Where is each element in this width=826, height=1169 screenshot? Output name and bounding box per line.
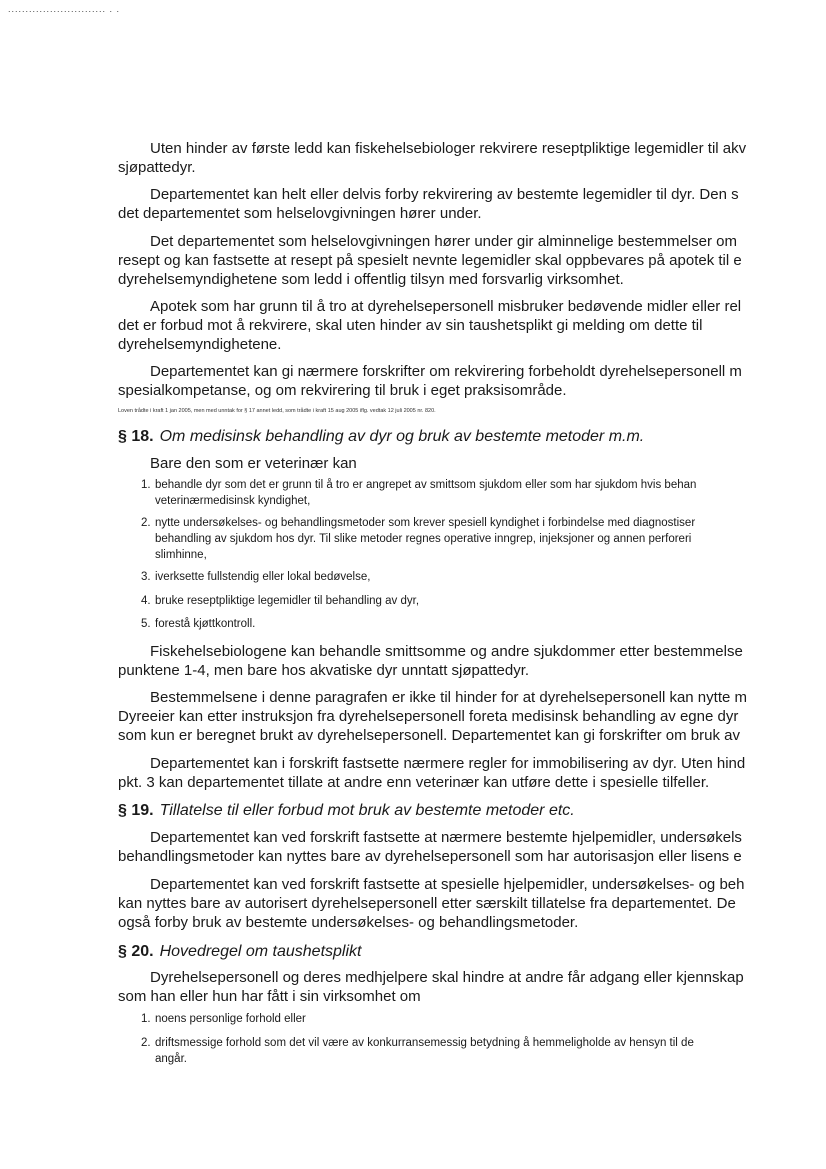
paragraph-line: Departementet kan i forskrift fastsette nærmere regler for immobilisering av dyr. Uten hind bbox=[150, 755, 746, 772]
section-heading-19 bbox=[118, 801, 575, 821]
list-item-continued: behandling av sjukdom hos dyr. Til slike metoder regnes operative inngrep, injeksjoner og annen perforeri bbox=[155, 533, 692, 545]
paragraph-line: det er forbud mot å rekvirere, skal uten hinder av sin taushetsplikt gi melding om dette til bbox=[118, 317, 703, 334]
list-item: 2. nytte undersøkelses- og behandlingsmetoder som krever spesiell kyndighet i forbindelse med diagnostiser bbox=[141, 517, 696, 529]
section-number: § 20. bbox=[118, 943, 154, 960]
paragraph-line: Fiskehelsebiologene kan behandle smittsomme og andre sjukdommer etter bestemmelse bbox=[150, 643, 743, 660]
paragraph-line: dyrehelsemyndighetene som ledd i offentlig tilsyn med forsvarlig virksomhet. bbox=[118, 271, 624, 288]
list-item-continued: angår. bbox=[155, 1053, 187, 1065]
paragraph-line: Det departementet som helselovgivningen hører under gir alminnelige bestemmelser om bbox=[150, 233, 737, 250]
list-item-continued: veterinærmedisinsk kyndighet, bbox=[155, 495, 311, 507]
footnote: Loven trådte i kraft 1 jan 2005, men med unntak for § 17 annet ledd, som trådte i kraft 15 aug 2005 iflg. vedtak 12 juli 2005 nr. 820. bbox=[118, 408, 436, 414]
list-item: 1. behandle dyr som det er grunn til å tro er angrepet av smittsom sjukdom eller som har sjukdom hvis behan bbox=[141, 479, 697, 491]
list-item: 3. iverksette fullstendig eller lokal bedøvelse, bbox=[141, 571, 371, 583]
section-heading-20 bbox=[118, 942, 361, 962]
paragraph-line: spesialkompetanse, og om rekvirering til bruk i eget praksisområde. bbox=[118, 382, 567, 399]
section-title: Tillatelse til eller forbud mot bruk av bestemte metoder etc. bbox=[159, 802, 575, 819]
paragraph-line: dyrehelsemyndighetene. bbox=[118, 336, 282, 353]
paragraph-line: Dyrehelsepersonell og deres medhjelpere skal hindre at andre får adgang eller kjennskap bbox=[150, 969, 744, 986]
section-heading-18 bbox=[118, 427, 644, 447]
paragraph-line: Uten hinder av første ledd kan fiskehelsebiologer rekvirere reseptpliktige legemidler til akv bbox=[150, 140, 747, 157]
list-item: 1. noens personlige forhold eller bbox=[141, 1013, 306, 1025]
paragraph-line: Departementet kan gi nærmere forskrifter om rekvirering forbeholdt dyrehelsepersonell m bbox=[150, 363, 742, 380]
paragraph-line: sjøpattedyr. bbox=[118, 159, 196, 176]
paragraph-line: resept og kan fastsette at resept på spesielt nevnte legemidler skal oppbevares på apotek til e bbox=[118, 252, 742, 269]
paragraph-line: som han eller hun har fått i sin virksomhet om bbox=[118, 988, 421, 1005]
section-number: § 19. bbox=[118, 802, 154, 819]
paragraph-line: kan nyttes bare av autorisert dyrehelsepersonell etter særskilt tillatelse fra departementet. De bbox=[118, 895, 736, 912]
section-number: § 18. bbox=[118, 428, 154, 445]
paragraph-line: Dyreeier kan etter instruksjon fra dyrehelsepersonell foreta medisinsk behandling av egne dyr bbox=[118, 708, 739, 725]
section-title: Hovedregel om taushetsplikt bbox=[159, 943, 362, 960]
paragraph-line: Departementet kan ved forskrift fastsette at spesielle hjelpemidler, undersøkelses- og beh bbox=[150, 876, 745, 893]
paragraph-line: behandlingsmetoder kan nyttes bare av dyrehelsepersonell som har autorisasjon eller lisens e bbox=[118, 848, 742, 865]
list-item: 5. forestå kjøttkontroll. bbox=[141, 618, 256, 630]
paragraph-line: Bestemmelsene i denne paragrafen er ikke til hinder for at dyrehelsepersonell kan nytte m bbox=[150, 689, 747, 706]
list-item-continued: slimhinne, bbox=[155, 549, 207, 561]
paragraph-line: Apotek som har grunn til å tro at dyrehelsepersonell misbruker bedøvende midler eller rel bbox=[150, 298, 742, 315]
paragraph-line: pkt. 3 kan departementet tillate at andre enn veterinær kan utføre dette i spesielle tilfeller. bbox=[118, 774, 710, 791]
paragraph-line: punktene 1-4, men bare hos akvatiske dyr unntatt sjøpattedyr. bbox=[118, 662, 530, 679]
section-intro: Bare den som er veterinær kan bbox=[150, 455, 357, 472]
paragraph-line: Departementet kan ved forskrift fastsette at nærmere bestemte hjelpemidler, undersøkels bbox=[150, 829, 742, 846]
paragraph-line: det departementet som helselovgivningen hører under. bbox=[118, 205, 482, 222]
paragraph-line: Departementet kan helt eller delvis forby rekvirering av bestemte legemidler til dyr. Den s bbox=[150, 186, 739, 203]
paragraph-line: også forby bruk av bestemte undersøkelses- og behandlingsmetoder. bbox=[118, 914, 579, 931]
header-dots: ............................ . . bbox=[8, 4, 121, 14]
list-item: 2. driftsmessige forhold som det vil være av konkurransemessig betydning å hemmeligholde av hensyn til de bbox=[141, 1037, 694, 1049]
list-item: 4. bruke reseptpliktige legemidler til behandling av dyr, bbox=[141, 595, 420, 607]
paragraph-line: som kun er beregnet brukt av dyrehelsepersonell. Departementet kan gi forskrifter om bruk av bbox=[118, 727, 740, 744]
section-title: Om medisinsk behandling av dyr og bruk av bestemte metoder m.m. bbox=[159, 428, 645, 445]
